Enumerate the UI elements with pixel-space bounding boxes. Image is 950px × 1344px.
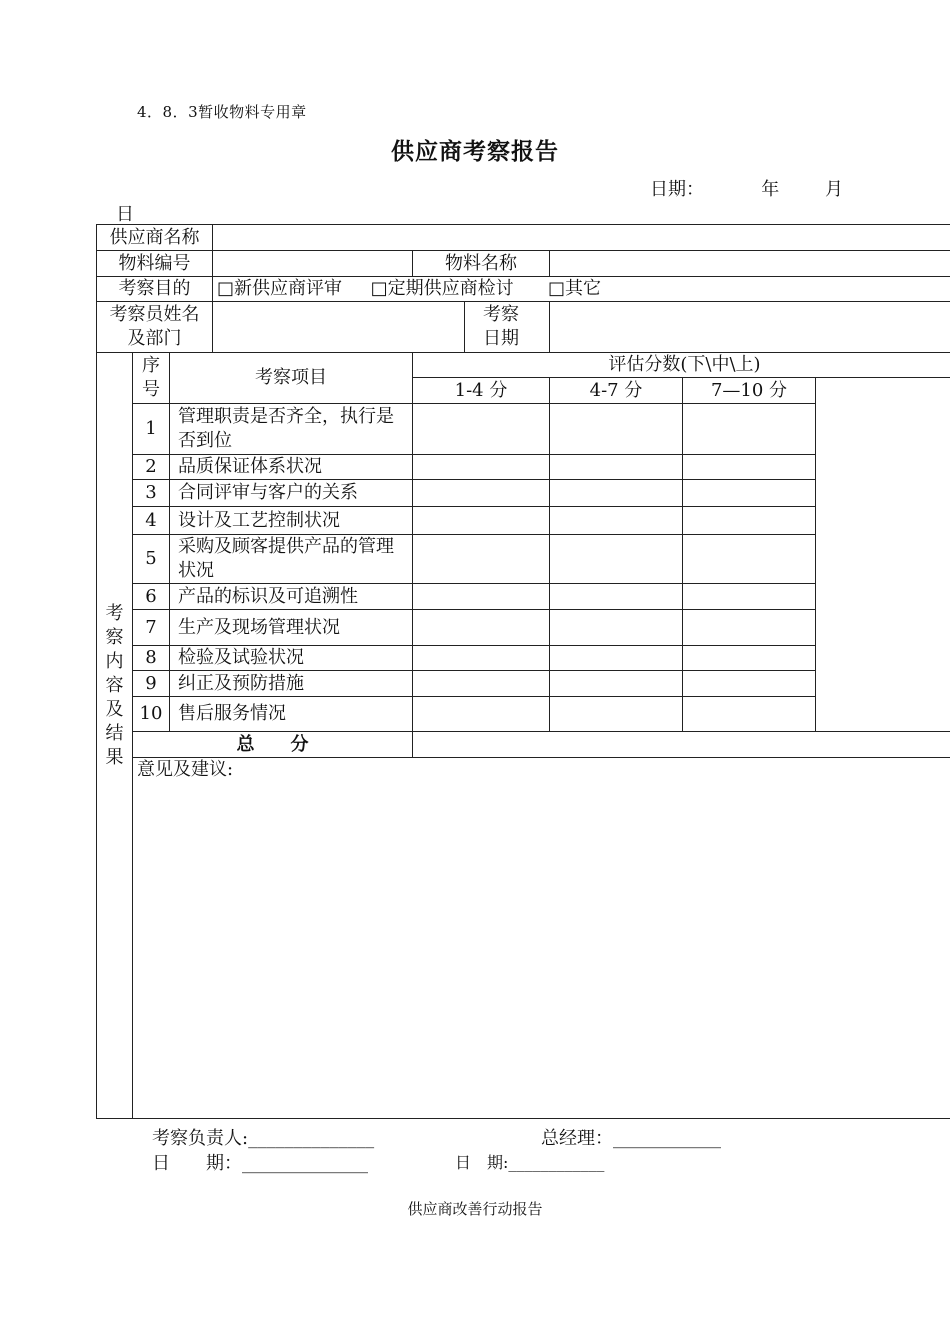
inspection-date-label: 考察 日期 — [465, 302, 550, 353]
total-row — [97, 732, 950, 758]
purpose-label: 考察目的 — [97, 277, 213, 302]
score-cell[interactable] — [413, 646, 550, 671]
seq-header: 序 号 — [133, 353, 170, 404]
score-cell[interactable] — [683, 507, 816, 535]
item-name: 售后服务情况 — [170, 697, 413, 732]
total-score-field[interactable] — [413, 732, 950, 758]
supplier-name-row — [97, 225, 950, 251]
score-cell[interactable] — [683, 646, 816, 671]
material-row — [97, 251, 950, 277]
item-no: 8 — [133, 646, 170, 671]
material-code-field[interactable] — [213, 251, 413, 277]
score-cell[interactable] — [550, 455, 683, 480]
item-no: 10 — [133, 697, 170, 732]
score-cell[interactable] — [413, 697, 550, 732]
score-cell[interactable] — [683, 455, 816, 480]
score-cell[interactable] — [413, 610, 550, 646]
score-cell[interactable] — [550, 671, 683, 697]
score-cell[interactable] — [683, 697, 816, 732]
score-cell[interactable] — [550, 584, 683, 610]
comments-label: 意见及建议: — [137, 759, 234, 780]
purpose-other-checkbox[interactable]: □其它 — [547, 278, 601, 299]
item-no: 4 — [133, 507, 170, 535]
score-cell[interactable] — [550, 610, 683, 646]
date-left-signature[interactable]: 日 期：______________ — [152, 1153, 368, 1174]
date-label: 日期： — [650, 179, 704, 200]
item-no: 7 — [133, 610, 170, 646]
score-cell[interactable] — [550, 697, 683, 732]
table-row — [97, 455, 950, 480]
supplier-name-field[interactable] — [213, 225, 950, 251]
score-cell[interactable] — [413, 535, 550, 584]
score-cell[interactable] — [550, 646, 683, 671]
score-cell[interactable] — [683, 535, 816, 584]
score-cell[interactable] — [413, 480, 550, 507]
footer-title: 供应商改善行动报告 — [407, 1200, 543, 1218]
score-col-low: 1-4 分 — [413, 378, 550, 404]
table-row — [97, 697, 950, 732]
item-no: 6 — [133, 584, 170, 610]
item-name: 设计及工艺控制状况 — [170, 507, 413, 535]
score-cell[interactable] — [683, 671, 816, 697]
score-cell[interactable] — [683, 480, 816, 507]
item-name: 品质保证体系状况 — [170, 455, 413, 480]
purpose-new-supplier-checkbox[interactable]: □新供应商评审 — [217, 278, 343, 299]
score-cell[interactable] — [413, 507, 550, 535]
section-heading: 4．8．3暂收物料专用章 — [137, 103, 307, 121]
inspector-label: 考察员姓名 及部门 — [97, 302, 213, 353]
score-header: 评估分数(下\中\上) — [413, 353, 950, 378]
score-cell[interactable] — [413, 455, 550, 480]
item-no: 1 — [133, 404, 170, 455]
material-name-label: 物料名称 — [413, 251, 550, 277]
score-cell[interactable] — [550, 404, 683, 455]
item-name: 生产及现场管理状况 — [170, 610, 413, 646]
score-cell[interactable] — [550, 507, 683, 535]
date-right-signature[interactable]: 日 期:____________ — [455, 1153, 605, 1172]
score-cell[interactable] — [683, 610, 816, 646]
total-label: 总 分 — [133, 732, 413, 758]
general-manager-signature[interactable]: 总经理：____________ — [541, 1128, 721, 1149]
table-row — [97, 404, 950, 455]
table-row — [97, 584, 950, 610]
purpose-row — [97, 277, 950, 302]
score-cell[interactable] — [413, 584, 550, 610]
comments-row — [97, 758, 950, 1119]
table-row — [97, 646, 950, 671]
inspector-lead-signature[interactable]: 考察负责人:______________ — [152, 1128, 375, 1149]
inspection-date-field[interactable] — [550, 302, 950, 353]
item-no: 3 — [133, 480, 170, 507]
inspector-field[interactable] — [213, 302, 465, 353]
date-line — [650, 175, 843, 201]
section-side-label: 考 察 内 容 及 结 果 — [97, 353, 133, 1119]
score-cell[interactable] — [413, 671, 550, 697]
page-title: 供应商考察报告 — [391, 138, 559, 165]
item-name: 产品的标识及可追溯性 — [170, 584, 413, 610]
item-no: 2 — [133, 455, 170, 480]
score-col-high: 7—10 分 — [683, 378, 816, 404]
score-col-mid: 4-7 分 — [550, 378, 683, 404]
item-no: 9 — [133, 671, 170, 697]
score-header-row — [97, 353, 950, 378]
date-month-label: 月 — [825, 179, 843, 200]
table-row — [97, 507, 950, 535]
item-name: 检验及试验状况 — [170, 646, 413, 671]
date-day-label: 日 — [116, 204, 134, 225]
table-row — [97, 480, 950, 507]
score-cell[interactable] — [550, 480, 683, 507]
item-header: 考察项目 — [170, 353, 413, 404]
inspection-form-table — [96, 224, 950, 1119]
score-cell[interactable] — [413, 404, 550, 455]
table-row — [97, 610, 950, 646]
material-code-label: 物料编号 — [97, 251, 213, 277]
purpose-options — [213, 277, 950, 302]
item-name: 纠正及预防措施 — [170, 671, 413, 697]
score-cell[interactable] — [683, 584, 816, 610]
table-row — [97, 535, 950, 584]
table-row — [97, 671, 950, 697]
material-name-field[interactable] — [550, 251, 950, 277]
item-no: 5 — [133, 535, 170, 584]
date-year-label: 年 — [761, 179, 780, 200]
score-cell[interactable] — [550, 535, 683, 584]
comments-area[interactable] — [133, 758, 950, 1119]
supplier-name-label: 供应商名称 — [97, 225, 213, 251]
item-name: 管理职责是否齐全，执行是否到位 — [170, 404, 413, 455]
inspector-row — [97, 302, 950, 353]
item-name: 合同评审与客户的关系 — [170, 480, 413, 507]
item-name: 采购及顾客提供产品的管理状况 — [170, 535, 413, 584]
purpose-periodic-review-checkbox[interactable]: □定期供应商检讨 — [370, 278, 514, 299]
score-cell[interactable] — [683, 404, 816, 455]
